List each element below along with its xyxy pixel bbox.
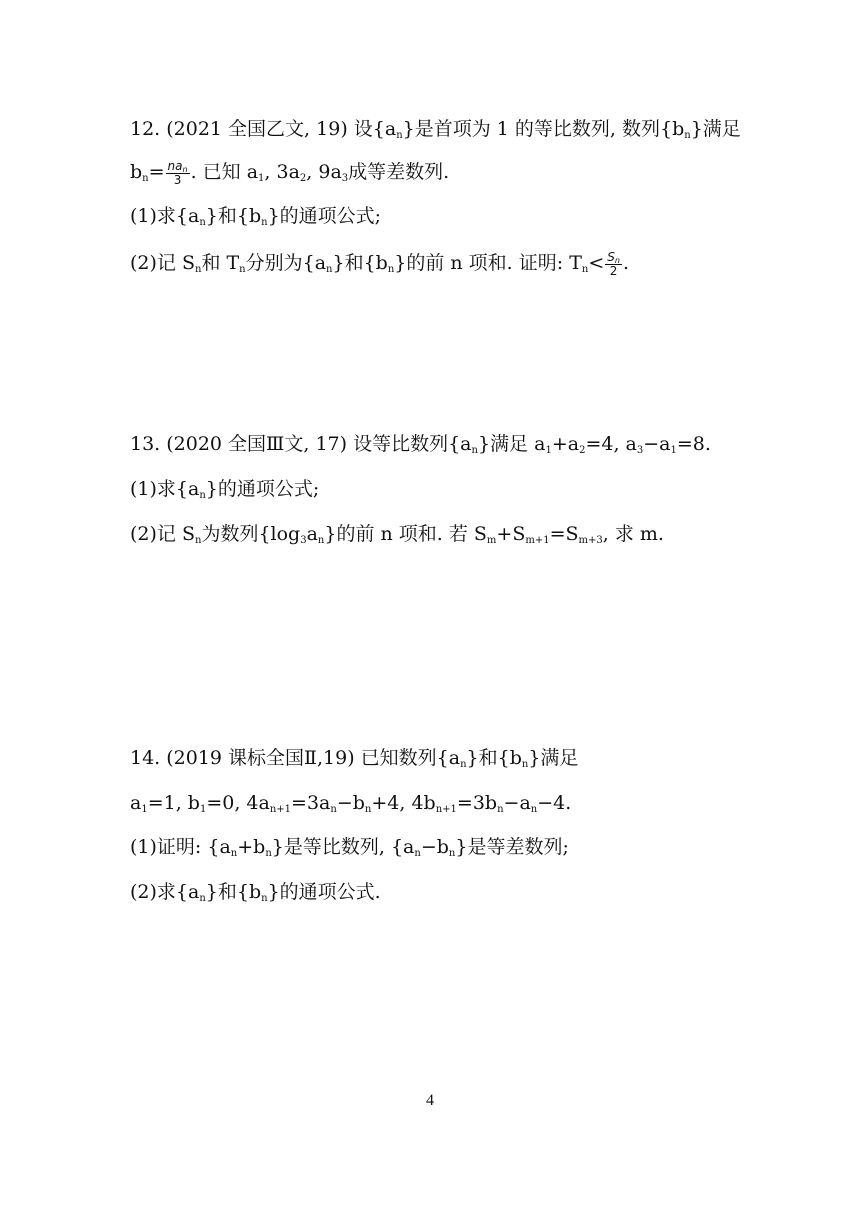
q14-line-4 <box>130 879 381 905</box>
less-than-sign: < <box>588 252 605 274</box>
text: (1)求{a <box>130 205 200 227</box>
text: +a <box>551 433 580 455</box>
fraction-na-over-3 <box>166 160 190 187</box>
subscript: n <box>194 535 202 546</box>
text: +S <box>496 523 526 545</box>
subscript: n <box>471 445 478 456</box>
subscript: 3 <box>341 173 349 184</box>
text: −a <box>503 792 531 814</box>
text: 12. (2021 全国乙文, 19) 设{a <box>130 118 397 140</box>
subscript: n <box>460 759 467 770</box>
subscript: 1 <box>141 804 148 815</box>
text: 为数列{log <box>201 523 301 545</box>
q12-line-3 <box>130 203 381 229</box>
text: }满足 <box>690 118 741 140</box>
subscript: n <box>497 804 504 815</box>
subscript: 3 <box>636 445 644 456</box>
subscript: n <box>142 173 149 184</box>
text: a <box>130 792 142 814</box>
text: =0, 4a <box>206 792 270 814</box>
subscript: 3 <box>300 535 307 546</box>
subscript: n <box>330 804 337 815</box>
subscript: n+1 <box>435 804 457 815</box>
text: b <box>130 161 143 183</box>
q14-line-3 <box>130 834 569 860</box>
subscript: n <box>261 217 268 228</box>
subscript: n <box>317 535 325 546</box>
subscript: n <box>614 255 620 265</box>
text: }的通项公式. <box>267 881 381 903</box>
text: −a <box>643 433 671 455</box>
subscript: 1 <box>545 445 552 456</box>
text: }是等比数列, {a <box>271 836 415 858</box>
q12-line-4 <box>130 250 629 278</box>
text: 14. (2019 课标全国Ⅱ,19) 已知数列{a <box>130 747 461 769</box>
text: −b <box>336 792 365 814</box>
text: }的前 n 项和. 若 S <box>324 523 487 545</box>
text: 13. (2020 全国Ⅲ文, 17) 设等比数列{a <box>130 433 472 455</box>
text: }满足 a <box>477 433 546 455</box>
subscript: n <box>194 264 202 275</box>
subscript: n <box>199 217 206 228</box>
text: +4, 4b <box>371 792 436 814</box>
text: , 求 m. <box>602 523 664 545</box>
text: a <box>306 523 318 545</box>
frac-numerator: na <box>167 158 183 173</box>
subscript: n <box>265 848 272 859</box>
subscript: m <box>486 535 497 546</box>
text: =3b <box>456 792 498 814</box>
text: }满足 <box>528 747 579 769</box>
subscript: m+1 <box>525 535 550 546</box>
subscript: n <box>414 848 421 859</box>
subscript: n <box>199 893 206 904</box>
text: 分别为{a <box>245 252 327 274</box>
subscript: n <box>239 264 246 275</box>
text: }的前 n 项和. 证明: T <box>394 252 582 274</box>
text: =1, b <box>147 792 200 814</box>
subscript: 1 <box>199 804 207 815</box>
subscript: n <box>182 164 188 174</box>
q12-line-2 <box>130 159 449 187</box>
text: . 已知 a <box>190 161 259 183</box>
text: (1)求{a <box>130 478 200 500</box>
text: }和{b <box>466 747 522 769</box>
text: , 9a <box>306 161 342 183</box>
frac-numerator: S <box>607 249 615 264</box>
subscript: n <box>396 130 403 141</box>
q13-line-2 <box>130 476 319 502</box>
text: }的通项公式; <box>205 478 320 500</box>
subscript: 2 <box>579 445 586 456</box>
subscript: n <box>581 264 589 275</box>
subscript: n <box>387 264 395 275</box>
text: +b <box>237 836 266 858</box>
subscript: n <box>199 490 206 501</box>
subscript: n+1 <box>269 804 292 815</box>
text: −4. <box>537 792 572 814</box>
subscript: n <box>521 759 529 770</box>
q13-line-1 <box>130 431 711 457</box>
text: (2)求{a <box>130 881 200 903</box>
subscript: 1 <box>670 445 677 456</box>
subscript: n <box>364 804 372 815</box>
text: (2)记 S <box>130 252 195 274</box>
subscript: 1 <box>258 173 265 184</box>
subscript: 2 <box>299 173 307 184</box>
subscript: n <box>448 848 456 859</box>
subscript: m+3 <box>578 535 603 546</box>
subscript: n <box>261 893 268 904</box>
text: }是首项为 1 的等比数列, 数列{b <box>402 118 685 140</box>
text: =4, a <box>585 433 637 455</box>
subscript: n <box>326 264 333 275</box>
text: }和{b <box>332 252 388 274</box>
text: =S <box>549 523 579 545</box>
subscript: n <box>684 130 691 141</box>
q13-line-3 <box>130 521 664 547</box>
fraction-s-over-2 <box>605 251 622 278</box>
text: , 3a <box>264 161 300 183</box>
text: }和{b <box>205 881 262 903</box>
text: . <box>622 252 630 274</box>
text: 成等差数列. <box>348 161 450 183</box>
q14-line-1 <box>130 745 578 771</box>
frac-denominator: 3 <box>173 172 182 187</box>
text: }的通项公式; <box>267 205 382 227</box>
text: }是等差数列; <box>455 836 569 858</box>
text: 和 T <box>201 252 240 274</box>
text: (2)记 S <box>130 523 195 545</box>
text: =3a <box>291 792 331 814</box>
q12-line-1 <box>130 116 741 142</box>
q14-line-2 <box>130 790 571 816</box>
subscript: n <box>530 804 538 815</box>
text: −b <box>420 836 449 858</box>
text: (1)证明: {a <box>130 836 231 858</box>
frac-denominator: 2 <box>609 263 618 278</box>
text: }和{b <box>205 205 262 227</box>
subscript: n <box>230 848 238 859</box>
text: = <box>148 161 165 183</box>
text: =8. <box>676 433 711 455</box>
page-number: 4 <box>426 1092 434 1109</box>
